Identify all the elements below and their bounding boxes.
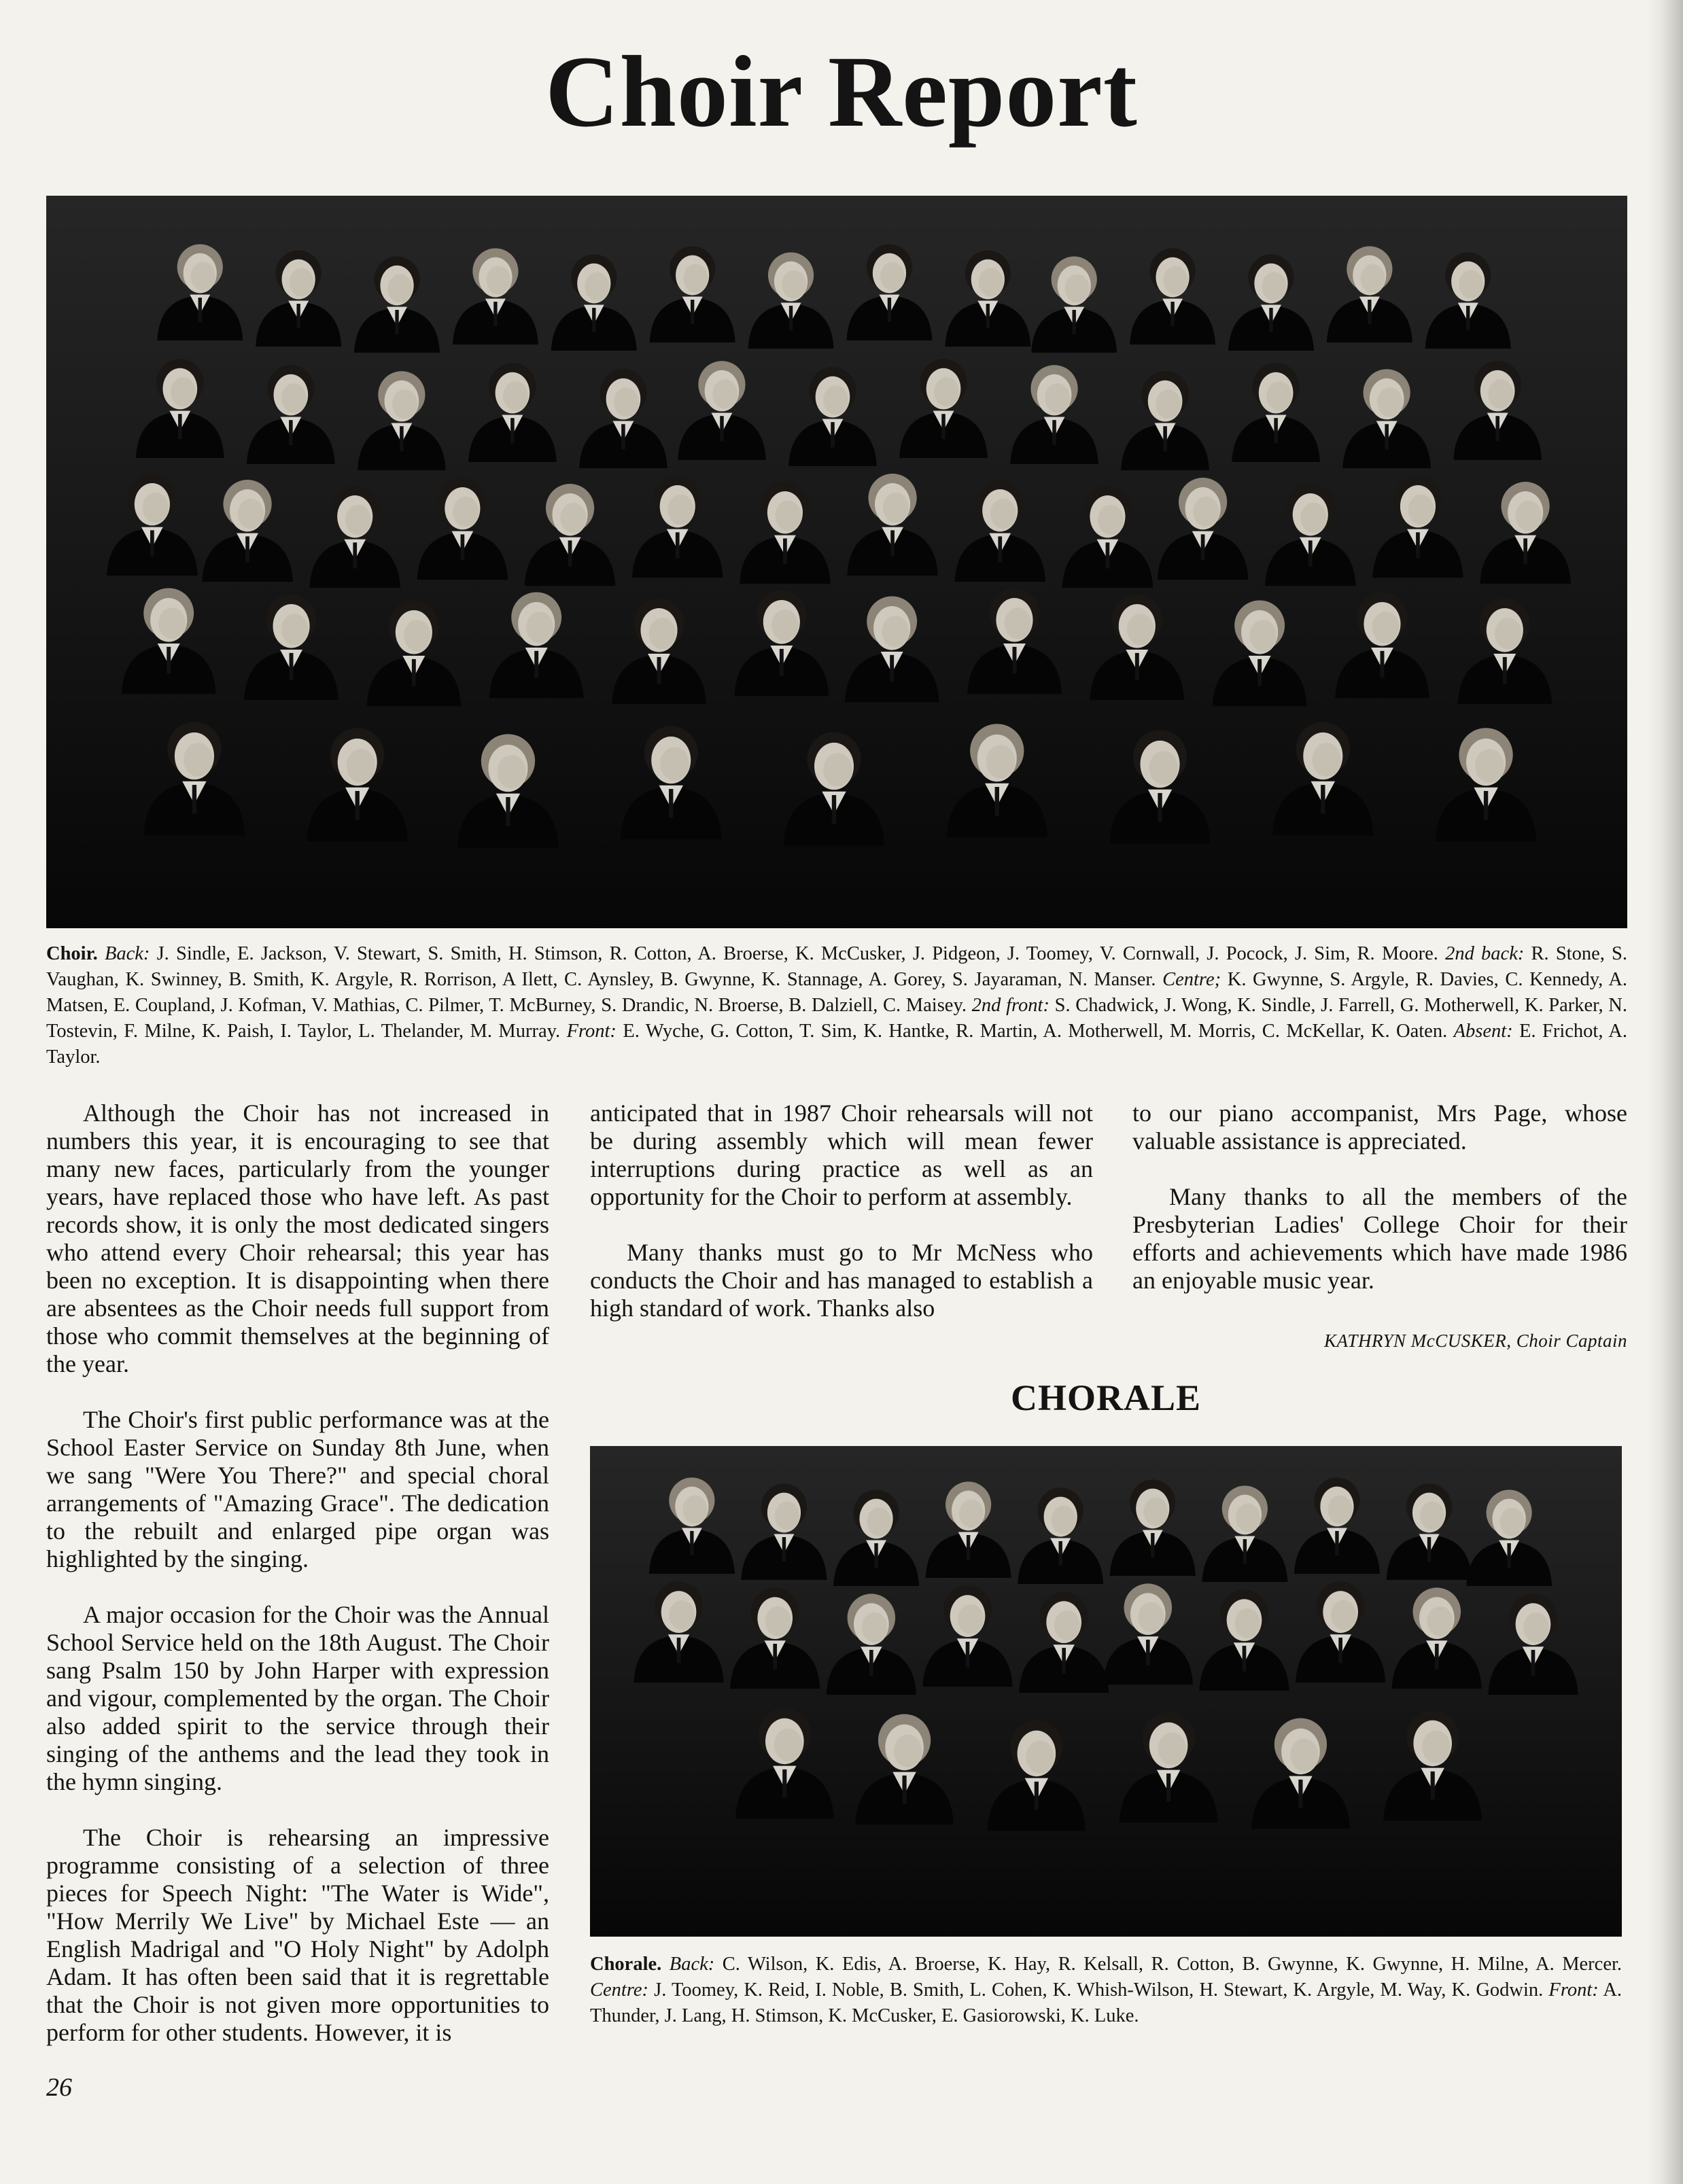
article-column-1 bbox=[46, 1099, 549, 2075]
chorale-caption-label: Chorale. bbox=[590, 1954, 662, 1975]
choir-front-names: E. Wyche, G. Cotton, T. Sim, K. Hantke, R. Martin, A. Motherwell, M. Morris, C. McKellar, K. Oaten. bbox=[623, 1021, 1448, 1042]
chorale-centre-label: Centre: bbox=[590, 1979, 649, 2001]
chorale-centre-names: J. Toomey, K. Reid, I. Noble, B. Smith, L. Cohen, K. Whish-Wilson, H. Stewart, K. Argyle, M. Way, K. Godwin. bbox=[654, 1979, 1544, 2001]
article-column-3 bbox=[1132, 1099, 1627, 1322]
paragraph: anticipated that in 1987 Choir rehearsals will not be during assembly which will mean fewer interruptions during practice as well as an opportunity for the Choir to perform at assembly. bbox=[590, 1099, 1093, 1210]
choir-back-names: J. Sindle, E. Jackson, V. Stewart, S. Smith, H. Stimson, R. Cotton, A. Broerse, K. McCusker, J. Pidgeon, J. Toomey, V. Cornwall, J. Pocock, J. Sim, R. Moore. bbox=[156, 943, 1438, 964]
paragraph: Although the Choir has not increased in numbers this year, it is encouraging to see that many new faces, particularly from the younger years, have replaced those who have left. As past records show, it is only the most dedicated singers who attend every Choir rehearsal; this year has been no exception. It is disappointing when there are absentees as the Choir needs full support from those who commit themselves at the beginning of the year. bbox=[46, 1099, 549, 1377]
chorale-back-names: C. Wilson, K. Edis, A. Broerse, K. Hay, R. Kelsall, R. Cotton, B. Gwynne, K. Gwynne, H. Milne, A. Mercer. bbox=[722, 1954, 1623, 1975]
choir-second-back-label: 2nd back: bbox=[1445, 943, 1525, 964]
paragraph: Many thanks must go to Mr McNess who conducts the Choir and has managed to establish a high standard of work. Thanks also bbox=[590, 1239, 1093, 1322]
article-signature: KATHRYN McCUSKER, Choir Captain bbox=[1323, 1331, 1627, 1351]
chorale-front-names: A. Thunder, J. Lang, H. Stimson, K. McCusker, E. Gasiorowski, K. Luke. bbox=[590, 1979, 1623, 2026]
choir-absent-names: E. Frichot, A. Taylor. bbox=[46, 1021, 1628, 1068]
choir-centre-names: K. Gwynne, S. Argyle, R. Davies, C. Kennedy, A. Matsen, E. Coupland, J. Kofman, V. Mathias, C. Pilmer, T. McBurney, S. Drandic, N. Broerse, B. Dalziell, C. Maisey. bbox=[46, 969, 1628, 1016]
choir-front-label: Front: bbox=[566, 1021, 617, 1042]
choir-caption bbox=[46, 941, 1627, 1070]
paragraph: Many thanks to all the members of the Presbyterian Ladies' College Choir for their efforts and achievements which have made 1986 an enjoyable music year. bbox=[1132, 1183, 1627, 1294]
choir-second-back-names: R. Stone, S. Vaughan, K. Swinney, B. Smith, K. Argyle, R. Rorrison, A Ilett, C. Aynsley, B. Gwynne, K. Stannage, A. Gorey, S. Jayaraman, N. Manser. bbox=[46, 943, 1628, 990]
choir-group-photo bbox=[46, 196, 1627, 928]
choir-absent-label: Absent: bbox=[1453, 1021, 1513, 1042]
article-column-2 bbox=[590, 1099, 1093, 1350]
chorale-caption bbox=[590, 1952, 1622, 2029]
page-title: Choir Report bbox=[545, 35, 1138, 148]
choir-second-front-label: 2nd front: bbox=[971, 995, 1049, 1016]
paragraph: The Choir's first public performance was at the School Easter Service on Sunday 8th June, when we sang "Were You There?" and special choral arrangements of "Amazing Grace". The dedication to the rebuilt and enlarged pipe organ was highlighted by the singing. bbox=[46, 1406, 549, 1572]
page-edge-shadow bbox=[1648, 0, 1683, 2184]
page-number: 26 bbox=[46, 2073, 72, 2102]
choir-photo-graphic bbox=[46, 196, 1627, 928]
chorale-heading: CHORALE bbox=[1010, 1377, 1202, 1418]
chorale-front-label: Front: bbox=[1548, 1979, 1599, 2001]
choir-second-front-names: S. Chadwick, J. Wong, K. Sindle, J. Farrell, G. Motherwell, K. Parker, N. Tostevin, F. Milne, K. Paish, I. Taylor, L. Thelander, M. Murray. bbox=[46, 995, 1627, 1042]
paragraph: A major occasion for the Choir was the Annual School Service held on the 18th August. The Choir sang Psalm 150 by John Harper with expression and vigour, complemented by the organ. The Choir also added spirit to the service through their singing of the anthems and the lead they took in the hymn singing. bbox=[46, 1601, 549, 1795]
paragraph: to our piano accompanist, Mrs Page, whose valuable assistance is appreciated. bbox=[1132, 1099, 1627, 1155]
chorale-photo-graphic bbox=[590, 1446, 1622, 1937]
choir-caption-label: Choir. bbox=[46, 943, 98, 964]
chorale-back-label: Back: bbox=[669, 1954, 715, 1975]
paragraph: The Choir is rehearsing an impressive programme consisting of a selection of three pieces for Speech Night: "The Water is Wide", "How Merrily We Live" by Michael Este — an English Madrigal and "O Holy Night" by Adolph Adam. It has often been said that it is regrettable that the Choir is not given more opportunities to perform for other students. However, it is bbox=[46, 1824, 549, 2046]
chorale-group-photo bbox=[590, 1446, 1622, 1937]
choir-back-label: Back: bbox=[104, 943, 150, 964]
choir-centre-label: Centre; bbox=[1162, 969, 1221, 990]
